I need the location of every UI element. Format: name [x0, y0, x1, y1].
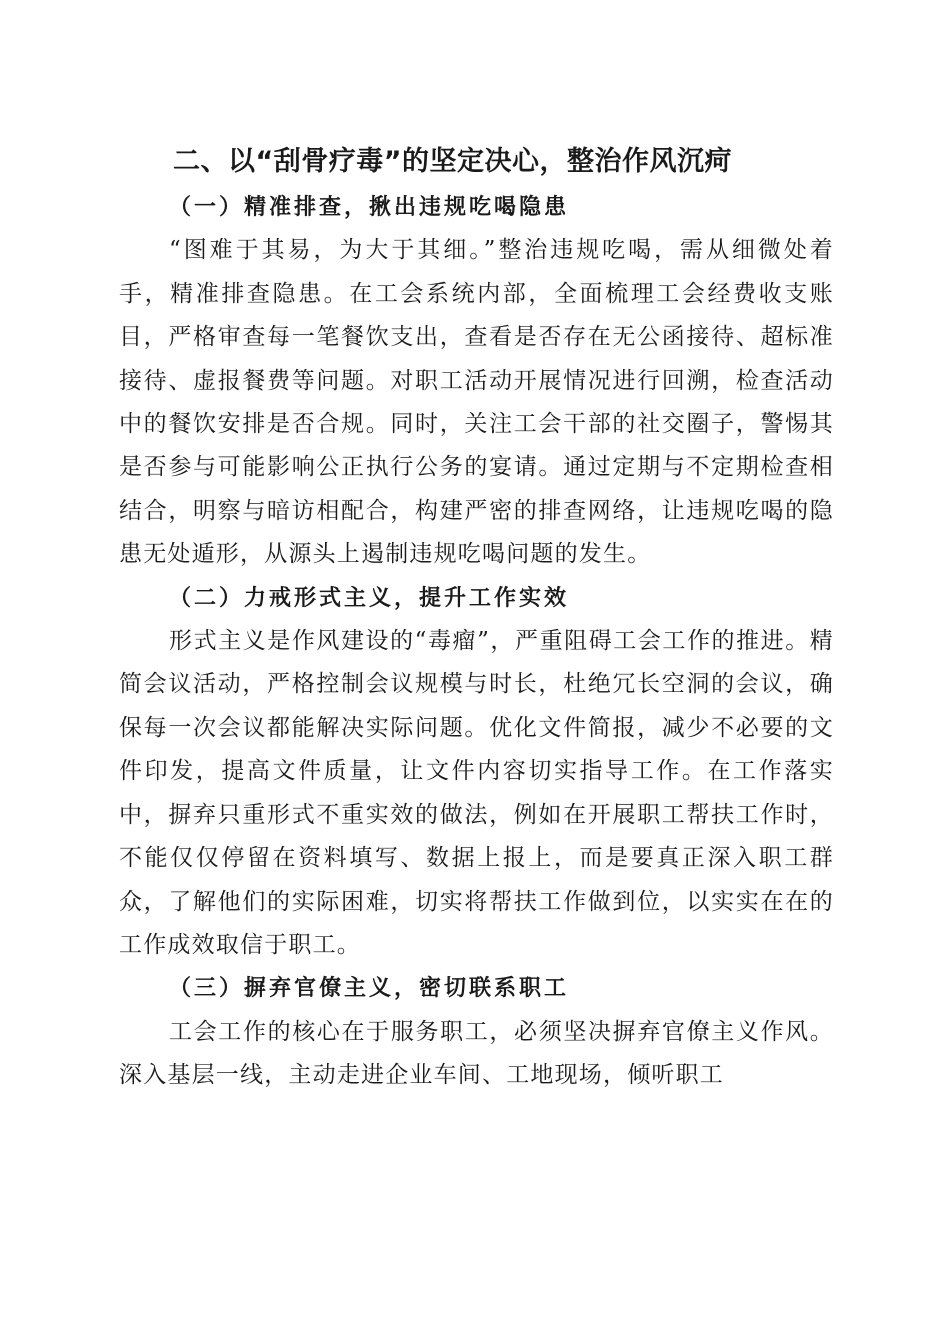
section-title: 二、以“刮骨疗毒”的坚定决心，整治作风沉疴: [173, 146, 732, 177]
subsection-paragraph-3: 工会工作的核心在于服务职工，必须坚决摒弃官僚主义作风。深入基层一线，主动走进企业车间、工地现场，倾听职工: [119, 1018, 834, 1089]
subsection-paragraph-1: “图难于其易，为大于其细。”整治违规吃喝，需从细微处着手，精准排查隐患。在工会系统内部，全面梳理工会经费收支账目，严格审查每一笔餐饮支出，查看是否存在无公函接待、超标准接待、虚报餐费等问题。对职工活动开展情况进行回溯，检查活动中的餐饮安排是否合规。同时，关注工会干部的社交圈子，警惕其是否参与可能影响公正执行公务的宴请。通过定期与不定期检查相结合，明察与暗访相配合，构建严密的排查网络，让违规吃喝的隐患无处遁形，从源头上遏制违规吃喝问题的发生。: [119, 237, 834, 568]
subsection-heading-1: （一）精准排查，揪出违规吃喝隐患: [169, 194, 570, 220]
subsection-heading-2: （二）力戒形式主义，提升工作实效: [169, 584, 570, 611]
subsection-heading-3: （三）摒弃官僚主义，密切联系职工: [169, 975, 570, 1002]
subsection-paragraph-2: 形式主义是作风建设的“毒瘤”，严重阻碍工会工作的推进。精简会议活动，严格控制会议规模与时长，杜绝冗长空洞的会议，确保每一次会议都能解决实际问题。优化文件简报，减少不必要的文件印发，提高文件质量，让文件内容切实指导工作。在工作落实中，摒弃只重形式不重实效的做法，例如在开展职工帮扶工作时，不能仅仅停留在资料填写、数据上报上，而是要真正深入职工群众，了解他们的实际困难，切实将帮扶工作做到位，以实实在在的工作成效取信于职工。: [119, 628, 834, 958]
document-body: [119, 138, 834, 1098]
